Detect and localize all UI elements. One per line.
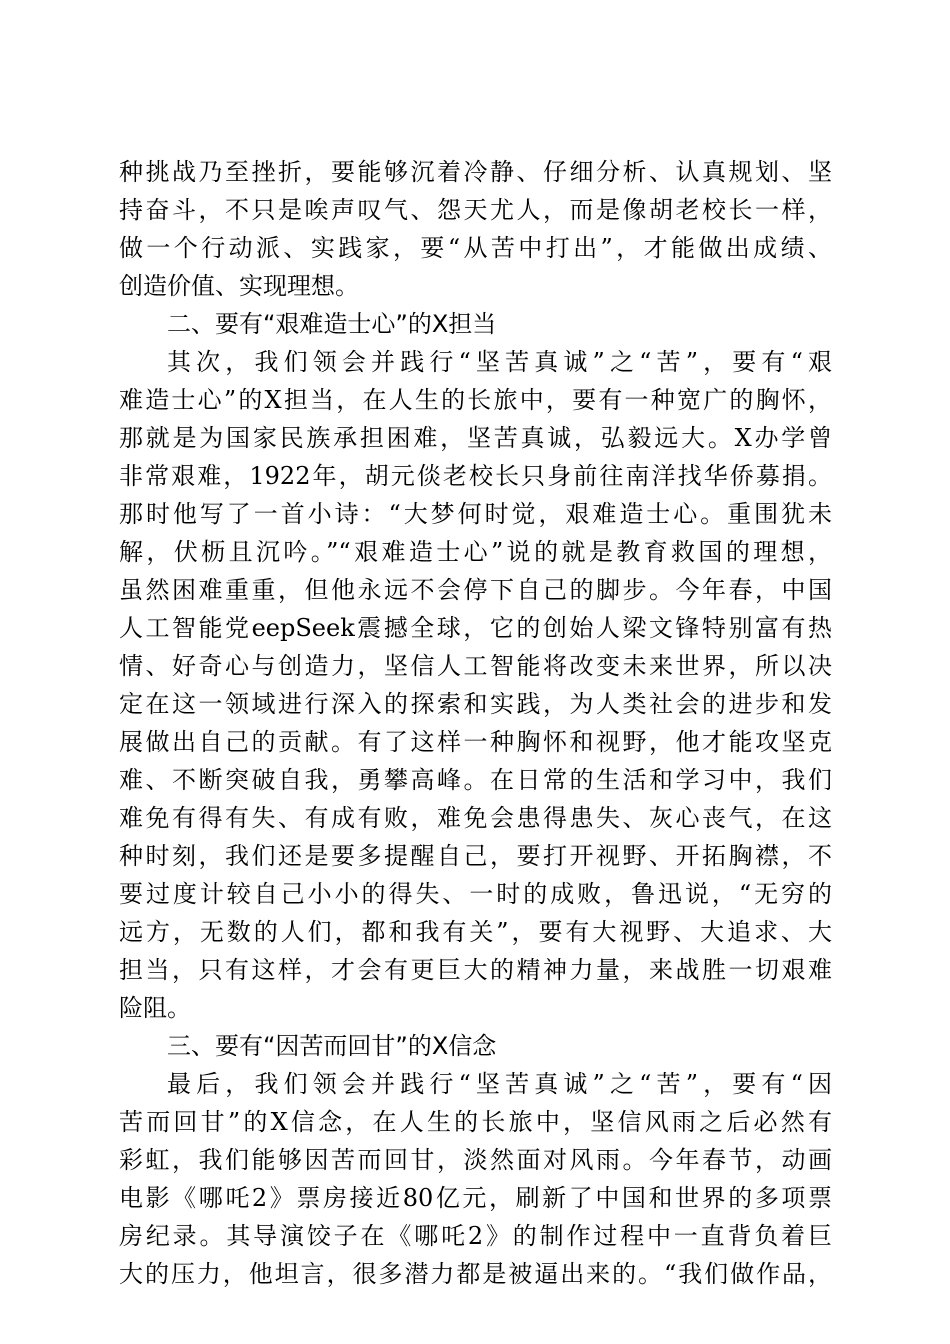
text-line: 种时刻，我们还是要多提醒自己，要打开视野、开拓胸襟，不 [119, 842, 832, 870]
section-heading-2: 二、要有“艰难造士心”的X担当 [167, 310, 497, 338]
text-line: 虽然困难重重，但他永远不会停下自己的脚步。今年春，中国 [119, 576, 832, 604]
text-line: 大的压力，他坦言，很多潜力都是被逼出来的。“我们做作品， [119, 1260, 832, 1288]
text-line: 那就是为国家民族承担困难，坚苦真诚，弘毅远大。X办学曾 [119, 424, 832, 452]
text-line: 展做出自己的贡献。有了这样一种胸怀和视野，他才能攻坚克 [119, 728, 832, 756]
text-line: 要过度计较自己小小的得失、一时的成败，鲁迅说，“无穷的 [119, 880, 832, 908]
text-line: 非常艰难，1922年，胡元倓老校长只身前往南洋找华侨募捐。 [119, 462, 832, 490]
text-line: 电影《哪吒2》票房接近80亿元，刷新了中国和世界的多项票 [119, 1184, 832, 1212]
text-line: 远方，无数的人们，都和我有关”，要有大视野、大追求、大 [119, 918, 832, 946]
text-line: 难免有得有失、有成有败，难免会患得患失、灰心丧气，在这 [119, 804, 832, 832]
text-line: 情、好奇心与创造力，坚信人工智能将改变未来世界，所以决 [119, 652, 832, 680]
text-line: 最后，我们领会并践行“坚苦真诚”之“苦”，要有“因 [167, 1070, 832, 1098]
text-line: 险阻。 [119, 994, 191, 1022]
text-line: 解，伏枥且沉吟。”“艰难造士心”说的就是教育救国的理想， [119, 538, 832, 566]
text-line: 人工智能党eepSeek震撼全球，它的创始人梁文锋特别富有热 [119, 614, 832, 642]
text-line: 那时他写了一首小诗：“大梦何时觉，艰难造士心。重围犹未 [119, 500, 832, 528]
text-line: 难、不断突破自我，勇攀高峰。在日常的生活和学习中，我们 [119, 766, 832, 794]
text-line: 定在这一领域进行深入的探索和实践，为人类社会的进步和发 [119, 690, 832, 718]
text-line: 种挑战乃至挫折，要能够沉着冷静、仔细分析、认真规划、坚 [119, 158, 832, 186]
text-line: 持奋斗，不只是唉声叹气、怨天尤人，而是像胡老校长一样， [119, 196, 832, 224]
text-line: 其次，我们领会并践行“坚苦真诚”之“苦”，要有“艰 [167, 348, 832, 376]
section-heading-3: 三、要有“因苦而回甘”的X信念 [167, 1032, 497, 1060]
text-line: 难造士心”的X担当，在人生的长旅中，要有一种宽广的胸怀， [119, 386, 832, 414]
text-line: 苦而回甘”的X信念，在人生的长旅中，坚信风雨之后必然有 [119, 1108, 832, 1136]
text-line: 担当，只有这样，才会有更巨大的精神力量，来战胜一切艰难 [119, 956, 832, 984]
text-line: 做一个行动派、实践家，要“从苦中打出”，才能做出成绩、 [119, 234, 832, 262]
text-line: 创造价值、实现理想。 [119, 272, 359, 300]
text-line: 房纪录。其导演饺子在《哪吒2》的制作过程中一直背负着巨 [119, 1222, 832, 1250]
text-line: 彩虹，我们能够因苦而回甘，淡然面对风雨。今年春节，动画 [119, 1146, 832, 1174]
